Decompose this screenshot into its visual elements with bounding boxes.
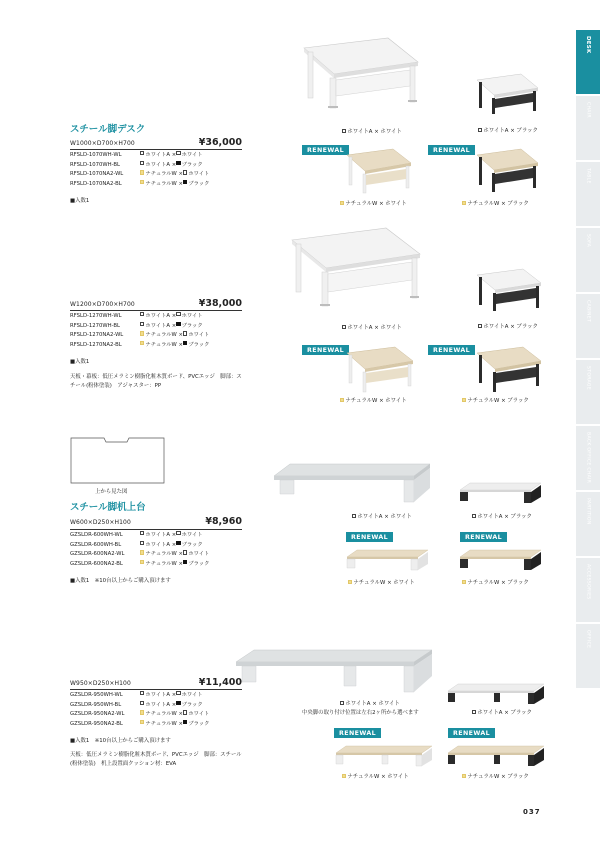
desk2-caption-natural-white: ナチュラルW × ホワイト xyxy=(340,396,407,404)
stand2-caption-natural-white: ナチュラルW × ホワイト xyxy=(342,772,409,780)
stand1-quantity: ■入数1 ※10台以上からご購入頂けます xyxy=(70,578,171,584)
renewal-badge: RENEWAL xyxy=(302,345,349,355)
natural-swatch xyxy=(140,180,144,184)
desk2-spec: 天板・幕板：低圧メラミン樹脂化粧木質ボード、PVCエッジ 脚部：スチール(粉体塗装) アジャスター：PP xyxy=(70,374,242,389)
side-tab-sofa[interactable]: SOFA xyxy=(576,228,600,292)
side-tab-partition[interactable]: PARTITION xyxy=(576,492,600,556)
stand-wide-white-large-image xyxy=(234,648,434,698)
desk2-caption-natural-black: ナチュラルW × ブラック xyxy=(462,396,529,404)
desk1-quantity: ■入数1 xyxy=(70,198,90,204)
renewal-badge: RENEWAL xyxy=(428,145,475,155)
desk1-code-row: RFSLD-1070NA2-BL ナチュラルW × ブラック xyxy=(70,180,210,187)
stand-natural-white-image xyxy=(345,548,430,572)
desk1-code-row: RFSLD-1070NA2-WL ナチュラルW × ホワイト xyxy=(70,171,210,178)
desk2-caption-white-black: ホワイトA × ブラック xyxy=(478,322,538,330)
stand1-price: ¥8,960 xyxy=(205,516,242,527)
black-swatch xyxy=(176,701,180,705)
white-swatch xyxy=(352,514,356,518)
natural-swatch xyxy=(140,720,144,724)
desk1-divider xyxy=(70,149,242,150)
stand1-caption-natural-black: ナチュラルW × ブラック xyxy=(462,578,529,586)
desk-natural-white-image xyxy=(345,145,413,195)
side-tab-nav xyxy=(576,30,600,690)
white-swatch xyxy=(140,541,144,545)
desk1-price: ¥36,000 xyxy=(198,137,242,148)
white-swatch xyxy=(472,514,476,518)
white-swatch xyxy=(140,151,144,155)
desk2-caption-white-white: ホワイトA × ホワイト xyxy=(342,323,402,331)
stand1-code-row: GZSLDR-600WH-BL ホワイトA × ブラック xyxy=(70,541,203,548)
white-swatch xyxy=(176,691,180,695)
stand-white-large-image xyxy=(272,462,432,507)
section-title-steel-desk: スチール脚デスク xyxy=(70,124,146,135)
stand-natural-black-image xyxy=(458,548,543,572)
white-swatch xyxy=(176,312,180,316)
renewal-badge: RENEWAL xyxy=(334,728,381,738)
black-swatch xyxy=(183,341,187,345)
white-swatch xyxy=(140,312,144,316)
white-swatch xyxy=(342,129,346,133)
stand2-caption-white-black: ホワイトA × ブラック xyxy=(472,708,532,716)
desk2-divider xyxy=(70,310,242,311)
stand-top-view-label: 上から見た図 xyxy=(95,489,128,495)
side-tab-storage[interactable]: STORAGE xyxy=(576,360,600,424)
stand1-code-row: GZSLDR-600NA2-BL ナチュラルW × ブラック xyxy=(70,560,210,567)
stand1-dimensions: W600×D250×H100 xyxy=(70,519,131,526)
white-swatch xyxy=(183,331,187,335)
stand2-quantity: ■入数1 ※10台以上からご購入頂けます xyxy=(70,738,171,744)
natural-swatch xyxy=(348,580,352,584)
stand-white-black-image xyxy=(458,481,543,505)
desk2-quantity: ■入数1 xyxy=(70,359,90,365)
desk-white-black-small-image xyxy=(475,70,540,115)
white-swatch xyxy=(478,128,482,132)
natural-swatch xyxy=(140,710,144,714)
side-tab-desk[interactable]: DESK xyxy=(576,30,600,94)
white-swatch xyxy=(140,322,144,326)
natural-swatch xyxy=(340,398,344,402)
black-swatch xyxy=(176,541,180,545)
stand1-caption-white-white: ホワイトA × ホワイト xyxy=(352,512,412,520)
desk-natural-black-image xyxy=(475,145,540,195)
renewal-badge: RENEWAL xyxy=(460,532,507,542)
desk-white-large-image xyxy=(300,30,420,110)
black-swatch xyxy=(176,322,180,326)
stand2-code-list xyxy=(70,691,209,729)
white-swatch xyxy=(340,701,344,705)
desk2-code-row: RFSLD-1270WH-BL ホワイトA × ブラック xyxy=(70,322,203,329)
natural-swatch xyxy=(140,170,144,174)
white-swatch xyxy=(183,550,187,554)
desk1-caption-natural-black: ナチュラルW × ブラック xyxy=(462,199,529,207)
natural-swatch xyxy=(462,398,466,402)
stand-wide-white-black-image xyxy=(446,682,546,706)
stand-wide-natural-white-image xyxy=(334,744,434,768)
desk2-code-list xyxy=(70,312,209,350)
side-tab-table[interactable]: TABLE xyxy=(576,162,600,226)
white-swatch xyxy=(472,710,476,714)
renewal-badge: RENEWAL xyxy=(346,532,393,542)
black-swatch xyxy=(183,720,187,724)
stand2-dimensions: W950×D250×H100 xyxy=(70,680,131,687)
white-swatch xyxy=(140,701,144,705)
desk1-dimensions: W1000×D700×H700 xyxy=(70,140,135,147)
stand2-code-row: GZSLDR-950WH-WL ホワイトA × ホワイト xyxy=(70,692,203,698)
stand2-caption-natural-black: ナチュラルW × ブラック xyxy=(462,772,529,780)
natural-swatch xyxy=(340,201,344,205)
desk2-price: ¥38,000 xyxy=(198,298,242,309)
stand1-caption-white-black: ホワイトA × ブラック xyxy=(472,512,532,520)
stand-top-view-diagram xyxy=(70,437,165,484)
natural-swatch xyxy=(140,560,144,564)
page-number: 037 xyxy=(523,808,541,816)
desk2-code-row: RFSLD-1270NA2-WL ナチュラルW × ホワイト xyxy=(70,332,210,339)
white-swatch xyxy=(140,531,144,535)
stand1-code-list xyxy=(70,531,209,569)
stand2-code-row: GZSLDR-950NA2-WL ナチュラルW × ホワイト xyxy=(70,711,210,718)
natural-swatch xyxy=(342,774,346,778)
section-title-steel-desk-stand: スチール脚机上台 xyxy=(70,502,146,513)
black-swatch xyxy=(183,180,187,184)
stand2-divider xyxy=(70,689,242,690)
desk-natural-white-wide-image xyxy=(345,343,415,395)
side-tab-back-office-chair[interactable]: BACK OFFICE CHAIR xyxy=(576,426,600,490)
white-swatch xyxy=(176,151,180,155)
white-swatch xyxy=(478,324,482,328)
natural-swatch xyxy=(140,550,144,554)
desk-white-black-wide-image xyxy=(475,265,543,313)
desk1-code-row: RFSLD-1070WH-BL ホワイトA × ブラック xyxy=(70,161,203,168)
stand1-caption-natural-white: ナチュラルW × ホワイト xyxy=(348,578,415,586)
desk2-dimensions: W1200×D700×H700 xyxy=(70,301,135,308)
stand2-caption-white-white: ホワイトA × ホワイト xyxy=(340,699,400,707)
stand2-spec: 天板：低圧メラミン樹脂化粧木質ボード、PVCエッジ 脚部：スチール(粉体塗装) 机上設置面クッション材：EVA xyxy=(70,752,242,767)
stand2-price: ¥11,400 xyxy=(198,677,242,688)
stand1-code-row: GZSLDR-600WH-WL ホワイトA × ホワイト xyxy=(70,532,203,538)
desk-natural-black-wide-image xyxy=(475,343,543,395)
black-swatch xyxy=(176,161,180,165)
natural-swatch xyxy=(462,201,466,205)
stand2-code-row: GZSLDR-950WH-BL ホワイトA × ブラック xyxy=(70,701,203,708)
desk-white-wide-large-image xyxy=(288,222,423,312)
white-swatch xyxy=(176,531,180,535)
renewal-badge: RENEWAL xyxy=(302,145,349,155)
white-swatch xyxy=(140,161,144,165)
natural-swatch xyxy=(140,331,144,335)
side-tab-chair[interactable]: CHAIR xyxy=(576,96,600,160)
renewal-badge: RENEWAL xyxy=(428,345,475,355)
white-swatch xyxy=(183,710,187,714)
natural-swatch xyxy=(462,580,466,584)
stand-wide-natural-black-image xyxy=(446,744,546,768)
desk1-code-list xyxy=(70,151,209,189)
side-tab-cabinet[interactable]: CABINET xyxy=(576,294,600,358)
white-swatch xyxy=(183,170,187,174)
desk1-caption-white-black: ホワイトA × ブラック xyxy=(478,126,538,134)
natural-swatch xyxy=(140,341,144,345)
side-tab-office[interactable]: OFFICE xyxy=(576,624,600,688)
desk1-caption-white-white: ホワイトA × ホワイト xyxy=(342,127,402,135)
desk2-code-row: RFSLD-1270WH-WL ホワイトA × ホワイト xyxy=(70,313,203,319)
desk2-code-row: RFSLD-1270NA2-BL ナチュラルW × ブラック xyxy=(70,341,210,348)
white-swatch xyxy=(140,691,144,695)
stand1-divider xyxy=(70,529,242,530)
stand2-code-row: GZSLDR-950NA2-BL ナチュラルW × ブラック xyxy=(70,720,210,727)
stand2-center-leg-note: 中央脚の取り付け位置は左右2ヶ所から選べます xyxy=(302,710,419,716)
natural-swatch xyxy=(462,774,466,778)
desk1-caption-natural-white: ナチュラルW × ホワイト xyxy=(340,199,407,207)
white-swatch xyxy=(342,325,346,329)
renewal-badge: RENEWAL xyxy=(448,728,495,738)
desk1-code-row: RFSLD-1070WH-WL ホワイトA × ホワイト xyxy=(70,152,203,158)
black-swatch xyxy=(183,560,187,564)
side-tab-accessories[interactable]: ACCESSORIES xyxy=(576,558,600,622)
stand1-code-row: GZSLDR-600NA2-WL ナチュラルW × ホワイト xyxy=(70,551,210,558)
